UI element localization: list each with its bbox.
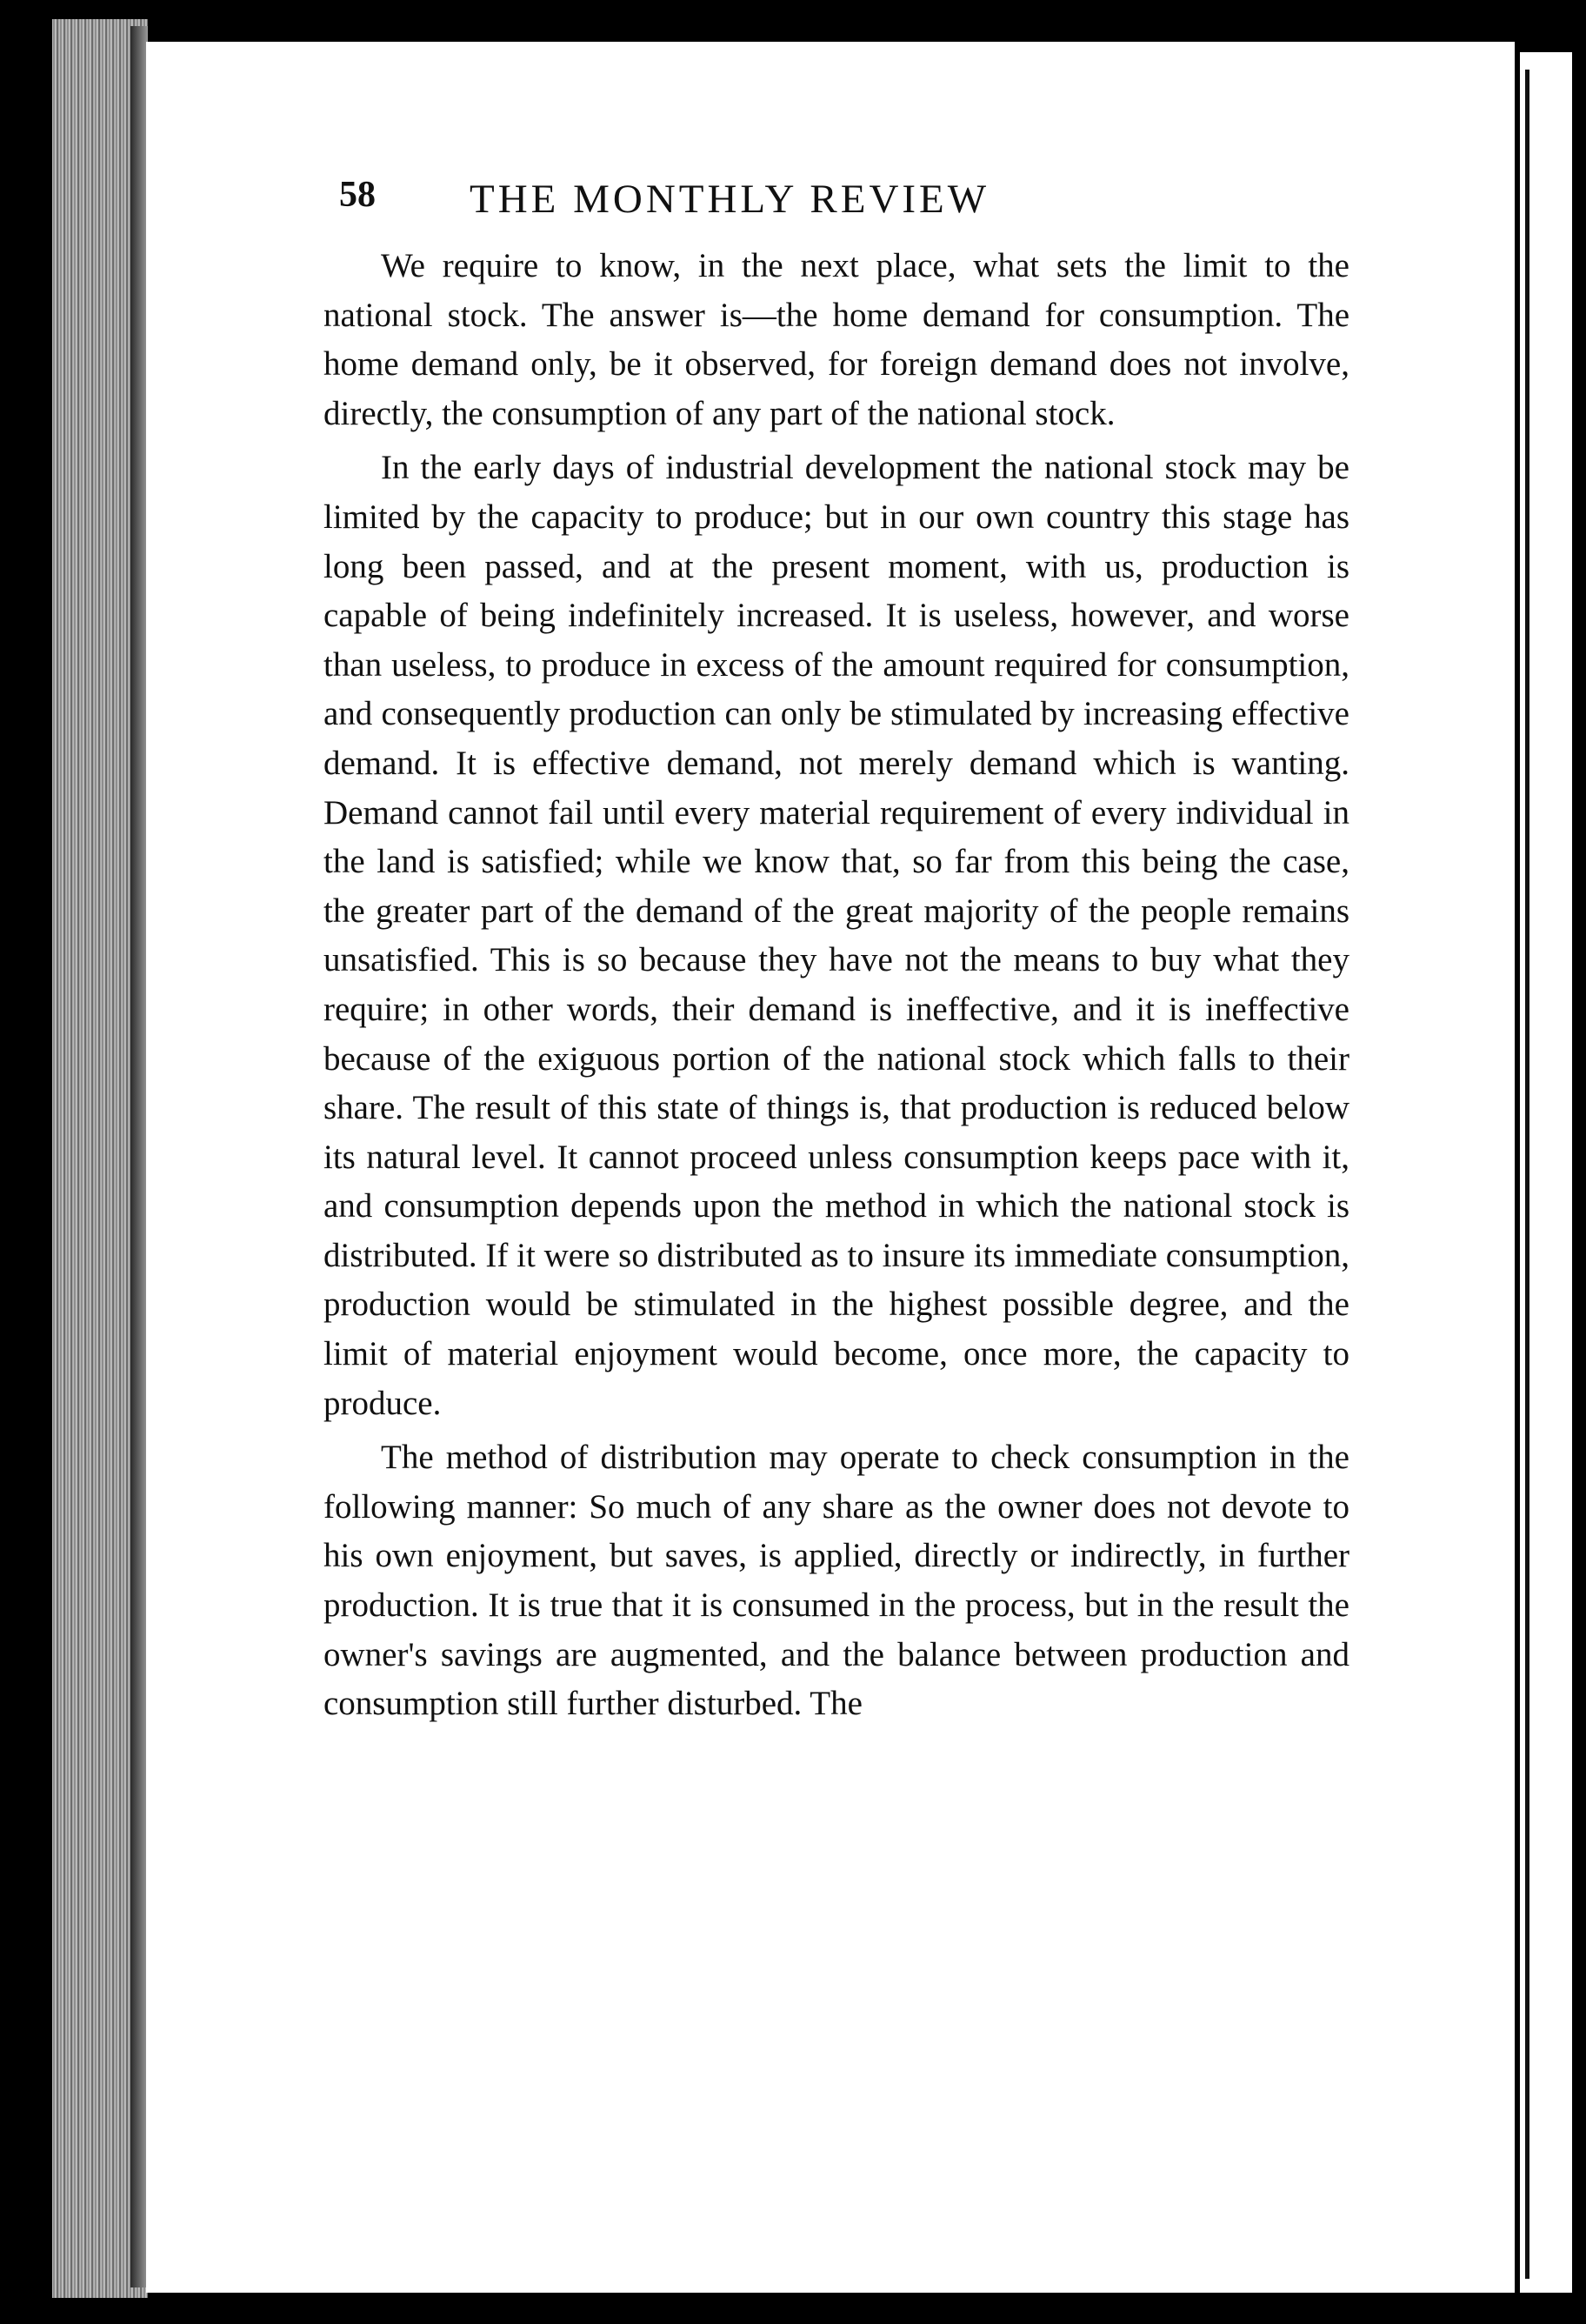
gutter-shadow [130,26,148,2287]
body-text [323,242,1349,1729]
page-header [339,174,1148,244]
page-number: 58 [339,175,376,215]
paragraph: In the early days of industrial development the national stock may be limited by the capacity to produce; but in our own country this stage has long been passed, and at the present moment, with us, production is capable of being indefinitely increased. It is useless, however, and worse than useless, to produce in excess of the amount required for consumption, and consequently production can only be stimulated by increasing effective demand. It is effective demand, not merely demand which is wanting. Demand cannot fail until every material requirement of every individual in the land is satisfied; while we know that, so far from this being the case, the greater part of the demand of the great majority of the people remains unsatisfied. This is so because they have not the means to buy what they require; in other words, their demand is ineffective, and it is ineffective because of the exiguous portion of the national stock which falls to their share. The result of this state of things is, that production is reduced below its natural level. It cannot proceed unless consumption keeps pace with it, and consumption depends upon the method in which the national stock is distributed. If it were so distributed as to insure its immediate consumption, production would be stimulated in the highest possible degree, and the limit of material enjoyment would become, once more, the capacity to produce. [323,449,1349,1422]
running-head: THE MONTHLY REVIEW [470,177,990,222]
paragraph: The method of distribution may operate to check consumption in the following manner: So much of any share as the owner does not devote to his own enjoyment, but saves, is applied, directly or indirectly, in further production. It is true that it is consumed in the process, but in the result the owner's savings are augmented, and the balance between production and consumption still further disturbed. The [323,1439,1349,1723]
facing-page-edge [1520,52,1572,2293]
paragraph: We require to know, in the next place, what sets the limit to the national stock. The answer is—the home demand for consumption. The home demand only, be it observed, for foreign demand does not involve, directly, the consumption of any part of the national stock. [323,247,1349,432]
page-border-line [1525,70,1529,2279]
